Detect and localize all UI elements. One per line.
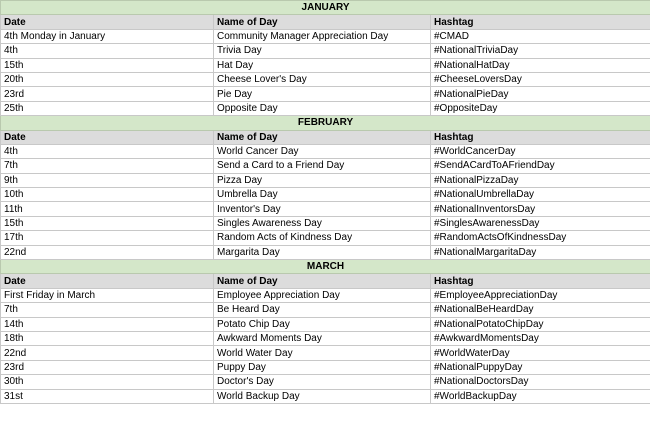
table-row (1, 72, 650, 86)
table-row (1, 317, 650, 331)
date-cell[interactable]: 4th Monday in January (1, 29, 214, 43)
hashtag-cell[interactable]: #NationalUmbrellaDay (431, 188, 650, 202)
day-name-cell[interactable]: Hat Day (214, 58, 431, 72)
date-cell[interactable]: 22nd (1, 245, 214, 259)
table-row (1, 288, 650, 302)
day-name-cell[interactable]: Community Manager Appreciation Day (214, 29, 431, 43)
day-name-cell[interactable]: Pizza Day (214, 173, 431, 187)
name-column-header[interactable]: Name of Day (214, 274, 431, 288)
table-row (1, 44, 650, 58)
date-cell[interactable]: 22nd (1, 346, 214, 360)
table-row (1, 159, 650, 173)
month-title[interactable]: FEBRUARY (1, 116, 650, 130)
hashtag-cell[interactable]: #NationalDoctorsDay (431, 375, 650, 389)
day-name-cell[interactable]: Opposite Day (214, 101, 431, 115)
date-cell[interactable]: 4th (1, 44, 214, 58)
table-row (1, 360, 650, 374)
date-cell[interactable]: 14th (1, 317, 214, 331)
date-cell[interactable]: 7th (1, 303, 214, 317)
date-column-header[interactable]: Date (1, 130, 214, 144)
date-cell[interactable]: 30th (1, 375, 214, 389)
table-row (1, 58, 650, 72)
hashtag-cell[interactable]: #SinglesAwarenessDay (431, 216, 650, 230)
hashtag-cell[interactable]: #AwkwardMomentsDay (431, 331, 650, 345)
column-header-row (1, 274, 650, 288)
hashtag-cell[interactable]: #CMAD (431, 29, 650, 43)
day-name-cell[interactable]: Potato Chip Day (214, 317, 431, 331)
table-row (1, 216, 650, 230)
hashtag-cell[interactable]: #SendACardToAFriendDay (431, 159, 650, 173)
hashtag-cell[interactable]: #WorldCancerDay (431, 144, 650, 158)
date-cell[interactable]: 23rd (1, 87, 214, 101)
day-name-cell[interactable]: Margarita Day (214, 245, 431, 259)
name-column-header[interactable]: Name of Day (214, 15, 431, 29)
date-column-header[interactable]: Date (1, 274, 214, 288)
day-name-cell[interactable]: World Water Day (214, 346, 431, 360)
table-row (1, 173, 650, 187)
table-row (1, 303, 650, 317)
day-name-cell[interactable]: Pie Day (214, 87, 431, 101)
table-row (1, 101, 650, 115)
table-row (1, 231, 650, 245)
date-cell[interactable]: 18th (1, 331, 214, 345)
table-row (1, 188, 650, 202)
hashtag-cell[interactable]: #NationalPizzaDay (431, 173, 650, 187)
day-name-cell[interactable]: Awkward Moments Day (214, 331, 431, 345)
date-cell[interactable]: 20th (1, 72, 214, 86)
date-cell[interactable]: 15th (1, 216, 214, 230)
hashtag-cell[interactable]: #NationalPuppyDay (431, 360, 650, 374)
day-name-cell[interactable]: Puppy Day (214, 360, 431, 374)
date-cell[interactable]: 17th (1, 231, 214, 245)
month-title[interactable]: JANUARY (1, 1, 650, 15)
table-row (1, 202, 650, 216)
table-row (1, 331, 650, 345)
table-row (1, 144, 650, 158)
column-header-row (1, 130, 650, 144)
hashtag-cell[interactable]: #NationalMargaritaDay (431, 245, 650, 259)
date-cell[interactable]: 31st (1, 389, 214, 403)
date-cell[interactable]: 25th (1, 101, 214, 115)
table-row (1, 375, 650, 389)
column-header-row (1, 15, 650, 29)
table-row (1, 346, 650, 360)
date-cell[interactable]: 4th (1, 144, 214, 158)
hashtag-cell[interactable]: #EmployeeAppreciationDay (431, 288, 650, 302)
table-row (1, 87, 650, 101)
hashtag-cell[interactable]: #NationalPotatoChipDay (431, 317, 650, 331)
date-column-header[interactable]: Date (1, 15, 214, 29)
hashtag-column-header[interactable]: Hashtag (431, 130, 650, 144)
day-name-cell[interactable]: Doctor's Day (214, 375, 431, 389)
date-cell[interactable]: First Friday in March (1, 288, 214, 302)
month-header-row (1, 260, 650, 274)
hashtag-cell[interactable]: #NationalHatDay (431, 58, 650, 72)
calendar-table-body (1, 1, 650, 404)
day-name-cell[interactable]: Random Acts of Kindness Day (214, 231, 431, 245)
hashtag-cell[interactable]: #NationalBeHeardDay (431, 303, 650, 317)
day-name-cell[interactable]: World Cancer Day (214, 144, 431, 158)
date-cell[interactable]: 15th (1, 58, 214, 72)
day-name-cell[interactable]: World Backup Day (214, 389, 431, 403)
hashtag-cell[interactable]: #NationalTriviaDay (431, 44, 650, 58)
day-name-cell[interactable]: Cheese Lover's Day (214, 72, 431, 86)
hashtag-cell[interactable]: #CheeseLoversDay (431, 72, 650, 86)
day-name-cell[interactable]: Trivia Day (214, 44, 431, 58)
hashtag-column-header[interactable]: Hashtag (431, 15, 650, 29)
day-name-cell[interactable]: Inventor's Day (214, 202, 431, 216)
date-cell[interactable]: 10th (1, 188, 214, 202)
table-row (1, 389, 650, 403)
date-cell[interactable]: 9th (1, 173, 214, 187)
day-name-cell[interactable]: Singles Awareness Day (214, 216, 431, 230)
hashtag-cell[interactable]: #NationalInventorsDay (431, 202, 650, 216)
hashtag-cell[interactable]: #WorldWaterDay (431, 346, 650, 360)
month-header-row (1, 1, 650, 15)
hashtag-cell[interactable]: #RandomActsOfKindnessDay (431, 231, 650, 245)
day-name-cell[interactable]: Employee Appreciation Day (214, 288, 431, 302)
month-title[interactable]: MARCH (1, 260, 650, 274)
hashtag-column-header[interactable]: Hashtag (431, 274, 650, 288)
hashtag-cell[interactable]: #WorldBackupDay (431, 389, 650, 403)
table-row (1, 245, 650, 259)
day-name-cell[interactable]: Be Heard Day (214, 303, 431, 317)
date-cell[interactable]: 7th (1, 159, 214, 173)
month-header-row (1, 116, 650, 130)
date-cell[interactable]: 11th (1, 202, 214, 216)
hashtag-cell[interactable]: #OppositeDay (431, 101, 650, 115)
name-column-header[interactable]: Name of Day (214, 130, 431, 144)
date-cell[interactable]: 23rd (1, 360, 214, 374)
day-name-cell[interactable]: Send a Card to a Friend Day (214, 159, 431, 173)
day-name-cell[interactable]: Umbrella Day (214, 188, 431, 202)
hashtag-cell[interactable]: #NationalPieDay (431, 87, 650, 101)
table-row (1, 29, 650, 43)
